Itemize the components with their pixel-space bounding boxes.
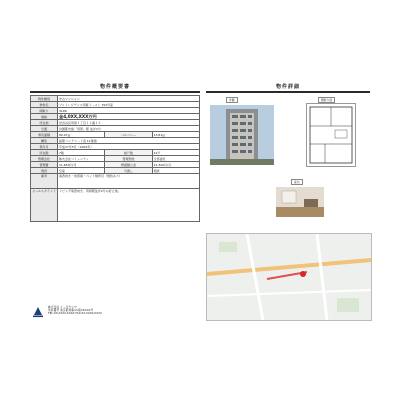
right-page: [206, 83, 370, 319]
left-page: [30, 83, 200, 319]
label-price: 価格: [31, 114, 58, 120]
value-units: 42戸: [152, 150, 199, 156]
value-repair: 21,300円/月: [152, 162, 199, 168]
building-icon: [210, 105, 274, 165]
value-management: 株式会社コミュニティ: [58, 156, 105, 162]
label-area: 専有面積: [31, 132, 58, 138]
label-type: 物件種別: [31, 96, 58, 102]
company-name: 株式会社 イーダカシマ: [48, 305, 77, 309]
room-icon: [276, 187, 324, 217]
value-plan: 3LDK: [58, 108, 200, 114]
label-remarks: 備考: [31, 174, 58, 189]
exterior-photo-label: 外観: [226, 97, 238, 103]
company-footer: [30, 305, 200, 319]
value-price: 金4,0XX,XXX万円: [58, 114, 200, 120]
location-map: [206, 233, 372, 321]
left-page-title: 物件概要書: [30, 83, 200, 93]
label-balcony: バルコニー: [105, 132, 152, 138]
value-fee: 11,650円/月: [58, 162, 105, 168]
label-units: 総戸数: [105, 150, 152, 156]
value-floor: 7階: [58, 150, 105, 156]
label-pr: セールスポイント: [31, 189, 58, 222]
document-sheet: [30, 83, 370, 319]
label-handover: 引渡し: [105, 168, 152, 174]
label-management: 管理会社: [31, 156, 58, 162]
value-mgmt-form: 全部委託: [152, 156, 199, 162]
value-handover: 相談: [152, 168, 199, 174]
floorplan-label: 間取り図: [318, 97, 335, 103]
label-mgmt-form: 管理形態: [105, 156, 152, 162]
label-address: 所在地: [31, 120, 58, 126]
company-contact: TEL:03-XXXX-XXXX FAX:03-XXXX-XXXX: [48, 311, 102, 316]
label-access: 交通: [31, 126, 58, 132]
label-name: 物件名: [31, 102, 58, 108]
map-icon: [207, 234, 371, 320]
value-built: 平成17年5月（2005年）: [58, 144, 200, 150]
value-pr: リビング南西向き、用賀駅徒歩2分の好立地。: [58, 189, 200, 222]
label-plan: 間取り: [31, 108, 58, 114]
value-area: 80.07㎡: [58, 132, 105, 138]
value-balcony: 15.81㎡: [152, 132, 199, 138]
value-current: 空室: [58, 168, 105, 174]
row-remarks: [31, 174, 200, 189]
label-repair: 修繕積立金: [105, 162, 152, 168]
company-info: [48, 306, 102, 316]
company-logo-icon: [32, 306, 44, 318]
value-structure: 鉄筋コンクリート造 11階建: [58, 138, 200, 144]
interior-photo: [276, 187, 324, 217]
company-license: 免許番号 東京都知事(2)第XXXXX号: [48, 308, 94, 313]
value-name: プリミレジデンス用賀イースト 702号室: [58, 102, 200, 108]
label-floor: 所在階: [31, 150, 58, 156]
property-table: [30, 95, 200, 222]
value-address: 世田谷区用賀１丁目１２番１２: [58, 120, 200, 126]
interior-photo-label: 室内: [291, 179, 303, 185]
value-remarks: 南西向き・角部屋・ペット飼育可（規約あり）: [58, 174, 200, 189]
floor-plan: [306, 103, 356, 167]
label-structure: 構造: [31, 138, 58, 144]
value-type: 中古マンション: [58, 96, 200, 102]
label-fee: 管理費: [31, 162, 58, 168]
floorplan-icon: [307, 104, 355, 166]
value-access: 田園都市線「用賀」駅 徒歩2分: [58, 126, 200, 132]
exterior-photo: [210, 105, 274, 165]
row-pr: [31, 189, 200, 222]
label-built: 築年月: [31, 144, 58, 150]
right-page-title: 物件詳細: [206, 83, 370, 93]
label-current: 現況: [31, 168, 58, 174]
